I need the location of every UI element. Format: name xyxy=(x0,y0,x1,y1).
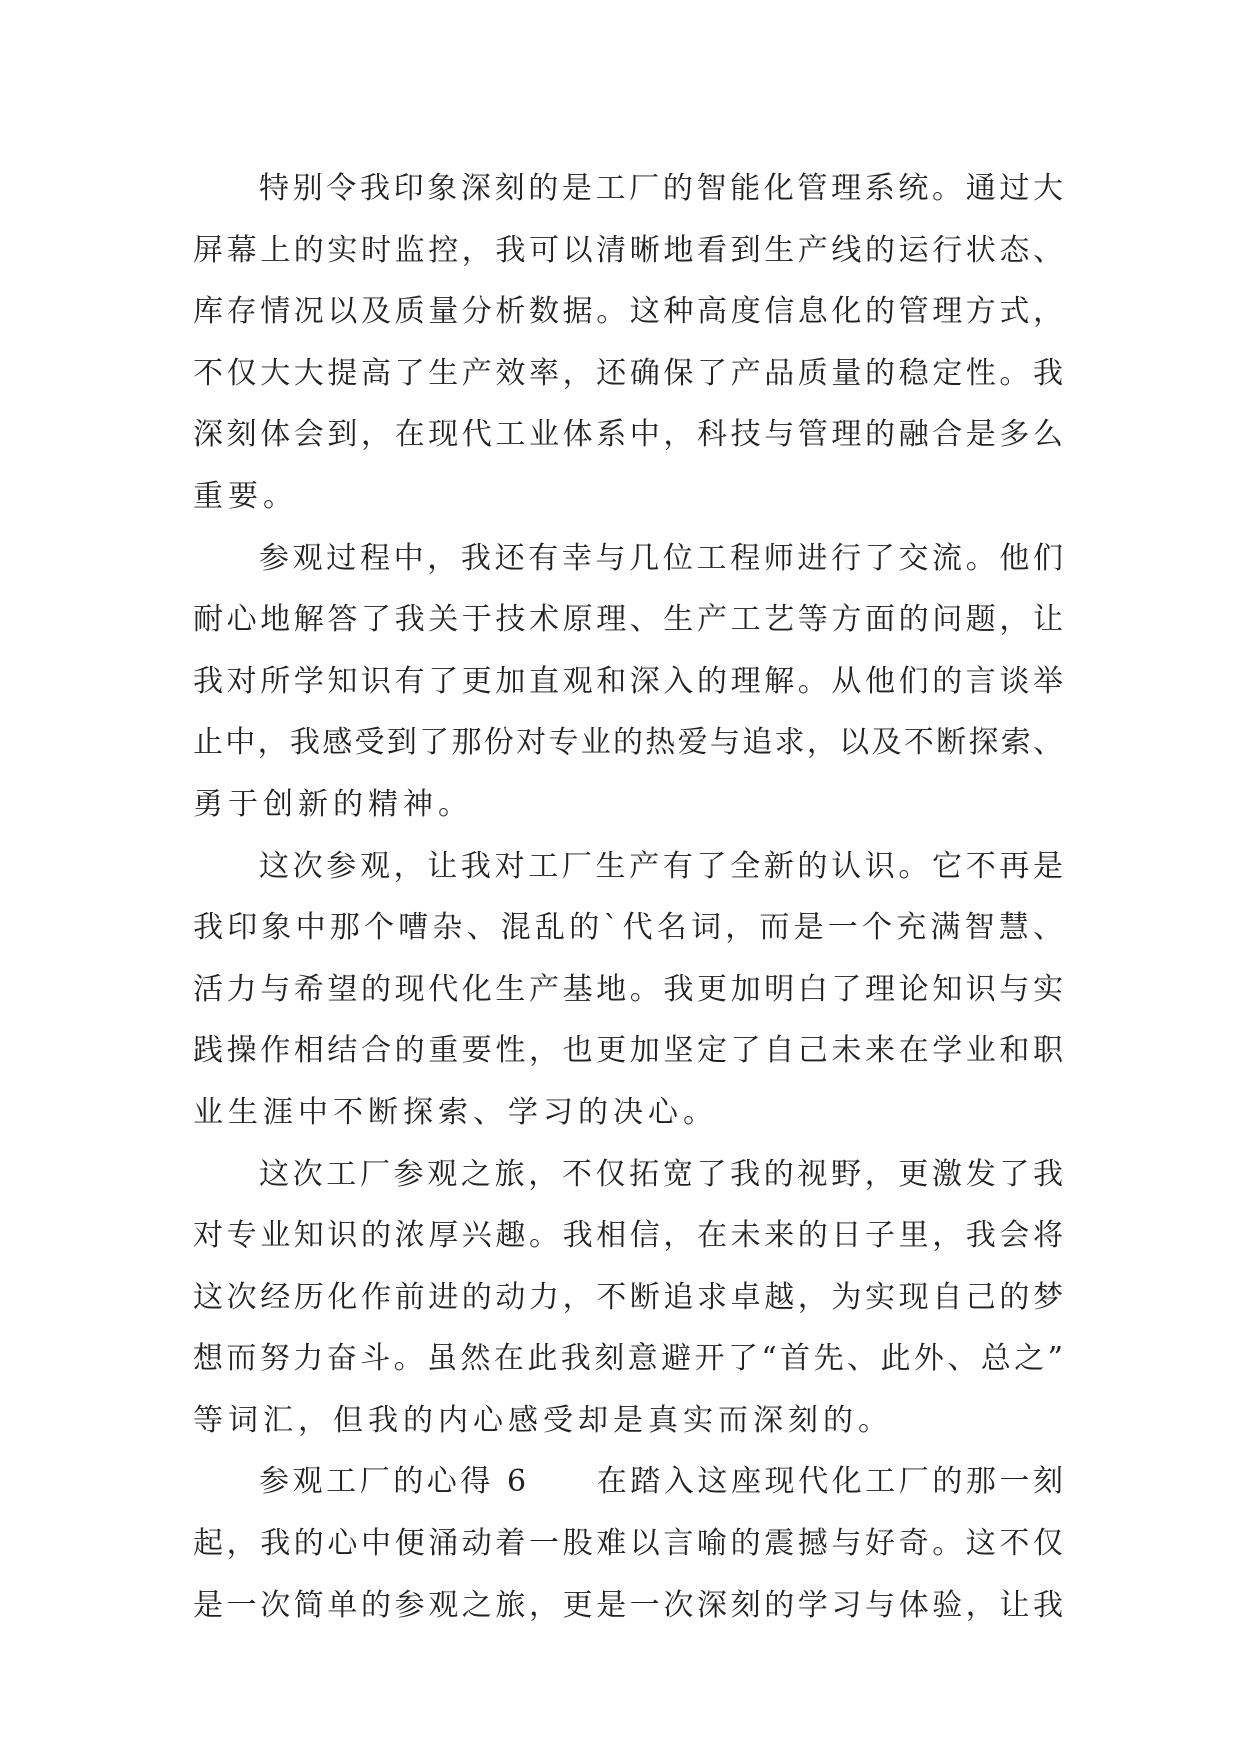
text-line: 是一次简单的参观之旅，更是一次深刻的学习与体验，让我 xyxy=(193,1587,1063,1623)
text-line: 等词汇，但我的内心感受却是真实而深刻的。 xyxy=(193,1402,893,1438)
text-line: 参观过程中，我还有幸与几位工程师进行了交流。他们 xyxy=(259,540,1063,576)
text-line: 我对所学知识有了更加直观和深入的理解。从他们的言谈举 xyxy=(193,663,1063,699)
text-line: 特别令我印象深刻的是工厂的智能化管理系统。通过大 xyxy=(259,171,1063,206)
text-line: 我印象中那个嘈杂、混乱的`代名词，而是一个充满智慧、 xyxy=(193,910,1063,946)
text-line: 这次经历化作前进的动力，不断追求卓越，为实现自己的梦 xyxy=(193,1279,1063,1315)
text-line: 止中，我感受到了那份对专业的热爱与追求，以及不断探索、 xyxy=(193,725,1063,761)
text-line: 库存情况以及质量分析数据。这种高度信息化的管理方式， xyxy=(193,294,1063,330)
text-line: 屏幕上的实时监控，我可以清晰地看到生产线的运行状态、 xyxy=(193,232,1063,268)
text-line: 起，我的心中便涌动着一股难以言喻的震撼与好奇。这不仅 xyxy=(193,1526,1063,1562)
text-line: 不仅大大提高了生产效率，还确保了产品质量的稳定性。我 xyxy=(193,355,1063,391)
text-line: 想而努力奋斗。虽然在此我刻意避开了“首先、此外、总之” xyxy=(193,1341,1063,1377)
text-line: 耐心地解答了我关于技术原理、生产工艺等方面的问题，让 xyxy=(193,602,1063,638)
text-line: 活力与希望的现代化生产基地。我更加明白了理论知识与实 xyxy=(193,971,1063,1007)
text-line: 勇于创新的精神。 xyxy=(193,786,473,822)
text-line: 对专业知识的浓厚兴趣。我相信，在未来的日子里，我会将 xyxy=(193,1218,1063,1254)
text-line: 这次工厂参观之旅，不仅拓宽了我的视野，更激发了我 xyxy=(259,1156,1063,1192)
text-line: 践操作相结合的重要性，也更加坚定了自己未来在学业和职 xyxy=(193,1033,1063,1069)
text-line: 参观工厂的心得 6 在踏入这座现代化工厂的那一刻 xyxy=(259,1464,1063,1500)
text-line: 深刻体会到，在现代工业体系中，科技与管理的融合是多么 xyxy=(193,417,1063,453)
text-line: 这次参观，让我对工厂生产有了全新的认识。它不再是 xyxy=(259,848,1063,884)
text-line: 重要。 xyxy=(193,478,298,514)
body-text xyxy=(193,158,1063,1636)
text-line: 业生涯中不断探索、学习的决心。 xyxy=(193,1094,718,1130)
